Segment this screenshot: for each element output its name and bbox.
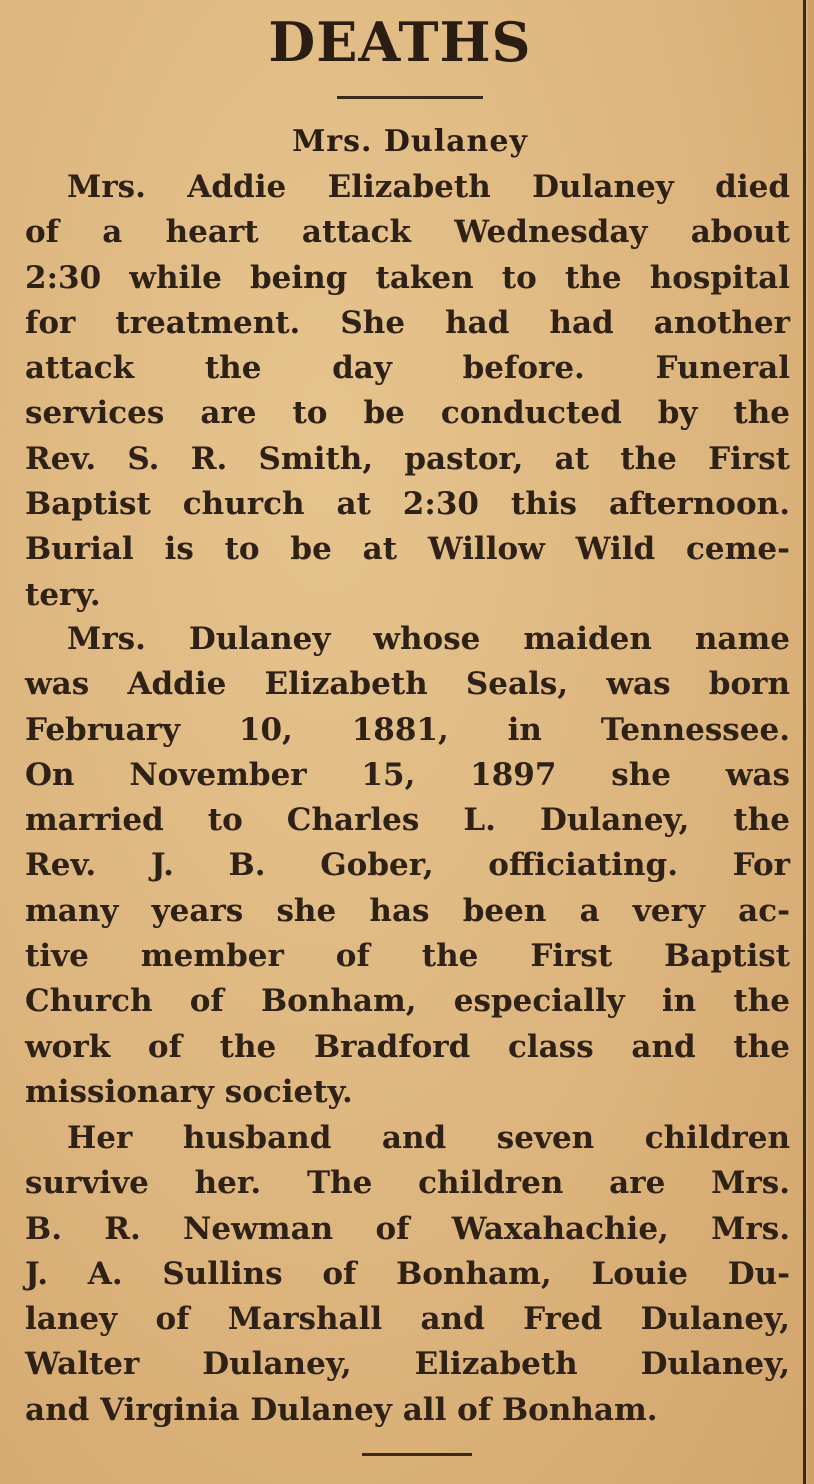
text-line: was Addie Elizabeth Seals, was born bbox=[25, 666, 790, 703]
section-title: DEATHS bbox=[268, 10, 532, 74]
text-line: for treatment. She had had another bbox=[25, 304, 790, 341]
text-line: Her husband and seven children bbox=[67, 1120, 790, 1156]
text-line: Rev. J. B. Gober, officiating. For bbox=[25, 847, 790, 884]
text-line: B. R. Newman of Waxahachie, Mrs. bbox=[25, 1210, 790, 1247]
text-line: attack the day before. Funeral bbox=[25, 350, 790, 387]
text-line: tive member of the First Baptist bbox=[25, 938, 790, 975]
article-title: Mrs. Dulaney bbox=[292, 124, 528, 159]
text-line: Mrs. Dulaney whose maiden name bbox=[67, 621, 790, 657]
text-line: J. A. Sullins of Bonham, Louie Du- bbox=[25, 1255, 790, 1292]
text-line: laney of Marshall and Fred Dulaney, bbox=[25, 1301, 790, 1338]
title-divider bbox=[337, 96, 483, 99]
text-line: Rev. S. R. Smith, pastor, at the First bbox=[25, 440, 790, 477]
text-line: February 10, 1881, in Tennessee. bbox=[25, 711, 790, 748]
text-line: services are to be conducted by the bbox=[25, 395, 790, 432]
text-line: 2:30 while being taken to the hospital bbox=[25, 259, 790, 296]
paragraph-1 bbox=[25, 165, 790, 618]
column-rule bbox=[803, 0, 806, 1484]
text-line: Church of Bonham, especially in the bbox=[25, 983, 790, 1020]
text-line: and Virginia Dulaney all of Bonham. bbox=[25, 1391, 658, 1428]
text-line: On November 15, 1897 she was bbox=[25, 756, 790, 793]
text-line: married to Charles L. Dulaney, the bbox=[25, 802, 790, 839]
paragraph-2 bbox=[25, 617, 790, 1115]
text-line: tery. bbox=[25, 576, 101, 613]
page-edge bbox=[808, 0, 814, 1484]
text-line: missionary society. bbox=[25, 1073, 353, 1110]
text-line: Baptist church at 2:30 this afternoon. bbox=[25, 486, 790, 523]
end-divider bbox=[362, 1453, 472, 1456]
text-line: many years she has been a very ac- bbox=[25, 892, 790, 929]
text-line: Burial is to be at Willow Wild ceme- bbox=[25, 531, 790, 568]
text-line: Mrs. Addie Elizabeth Dulaney died bbox=[67, 169, 790, 205]
text-line: survive her. The children are Mrs. bbox=[25, 1165, 790, 1202]
text-line: Walter Dulaney, Elizabeth Dulaney, bbox=[25, 1346, 790, 1383]
paragraph-3 bbox=[25, 1116, 790, 1433]
text-line: work of the Bradford class and the bbox=[25, 1028, 790, 1065]
text-line: of a heart attack Wednesday about bbox=[25, 214, 790, 251]
